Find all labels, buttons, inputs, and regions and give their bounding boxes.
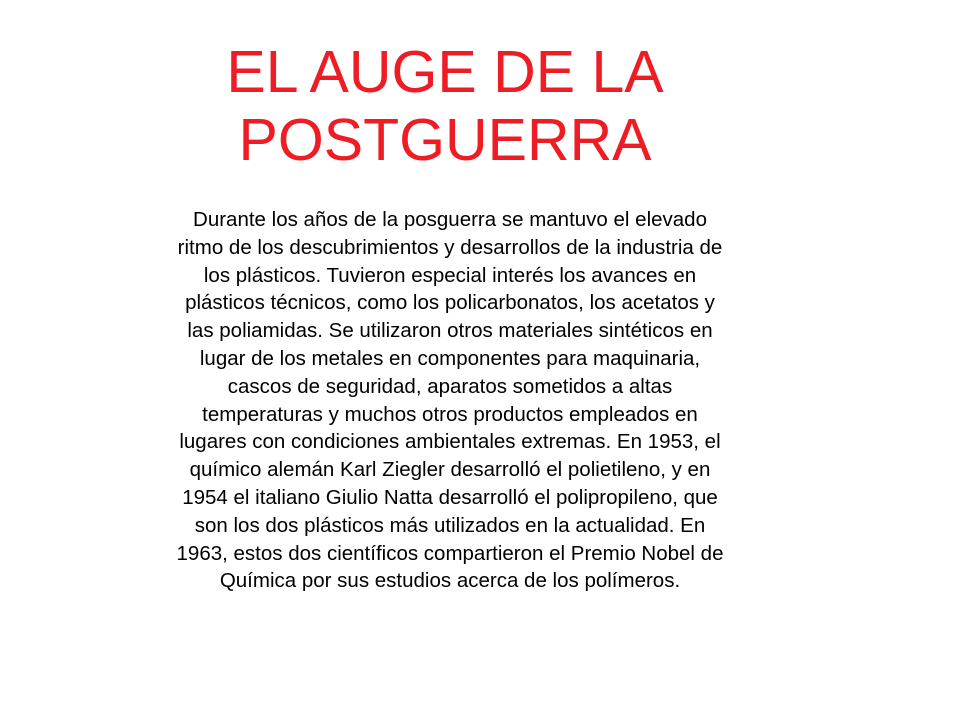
body-line: plásticos técnicos, como los policarbonatos, los acetatos y <box>185 291 715 315</box>
body-line: cascos de seguridad, aparatos sometidos a altas <box>227 374 673 398</box>
body-line: lugares con condiciones ambientales extremas. En 1953, el <box>179 430 721 454</box>
slide-title <box>0 38 890 174</box>
body-line: 1954 el italiano Giulio Natta desarrolló el polipropileno, que <box>182 485 718 509</box>
body-line: químico alemán Karl Ziegler desarrolló el polietileno, y en <box>189 458 711 482</box>
title-line: EL AUGE DE LA <box>226 39 664 105</box>
body-line: Durante los años de la posguerra se mantuvo el elevado <box>193 208 707 231</box>
body-line: temperaturas y muchos otros productos empleados en <box>202 402 698 426</box>
body-line: Química por sus estudios acerca de los polímeros. <box>219 569 681 593</box>
body-line: las poliamidas. Se utilizaron otros materiales sintéticos en <box>187 319 713 343</box>
body-line: los plásticos. Tuvieron especial interés los avances en <box>203 263 697 287</box>
body-line: lugar de los metales en componentes para maquinaria, <box>199 346 701 370</box>
body-paragraph <box>120 206 780 595</box>
title-line: POSTGUERRA <box>238 107 652 173</box>
body-line: ritmo de los descubrimientos y desarrollos de la industria de <box>177 235 723 259</box>
body-line: son los dos plásticos más utilizados en la actualidad. En <box>194 513 706 537</box>
body-line: 1963, estos dos científicos compartieron el Premio Nobel de <box>176 541 724 565</box>
